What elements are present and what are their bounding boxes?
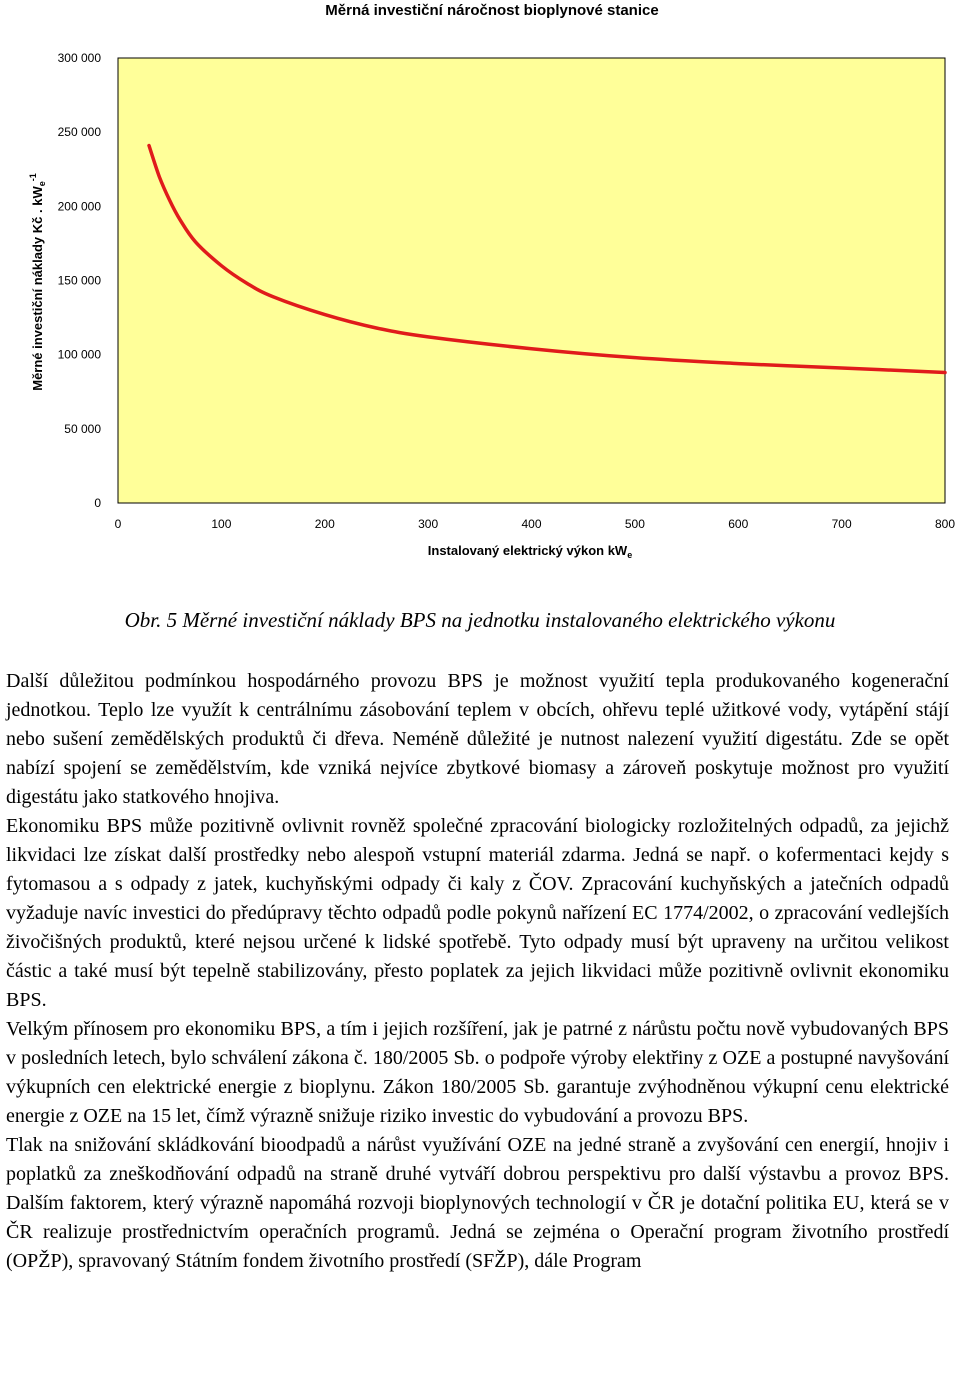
x-tick-label: 400 [521, 517, 542, 531]
paragraph: Tlak na snižování skládkování bioodpadů a nárůst využívání OZE na jedné straně a zvyšování cen energií, hnojiv i poplatků za zneškodňování odpadů na straně druhé vytváří dobrou perspektivu pro další výstavbu a provoz BPS. Dalším faktorem, který výrazně napomáhá rozvoji bioplynových technologií v ČR je dotační politika EU, která se v ČR realizuje prostřednictvím operačních programů. Jedná se zejména o Operační program životního prostředí (OPŽP), spravovaný Státním fondem životního prostředí (SFŽP), dále Program [6, 1134, 949, 1272]
x-tick-label: 100 [211, 517, 232, 531]
y-axis [58, 51, 102, 510]
y-axis-label-superscript: -1 [28, 173, 38, 182]
y-tick-label: 100 000 [57, 347, 101, 362]
paragraph: Další důležitou podmínkou hospodárného provozu BPS je možnost využití tepla produkovaného kogenerační jednotkou. Teplo lze využít k centrálnímu zásobování teplem v obcích, ohřevu teplé užitkové vody, vytápění stájí nebo sušení zemědělských produktů či dřeva. Neméně důležité je nutnost nalezení využití digestátu. Zde se opět nabízí spojení se zemědělstvím, kde vzniká nejvíce zbytkové biomasy a zároveň poskytuje možnost pro využití digestátu jako statkového hnojiva. [6, 670, 949, 808]
figure-caption: Obr. 5 Měrné investiční náklady BPS na jednotku instalovaného elektrického výkonu [124, 608, 836, 632]
x-tick-label: 700 [831, 517, 852, 531]
y-axis-label-subscript: e [37, 181, 47, 187]
paragraph: Velkým přínosem pro ekonomiku BPS, a tím i jejich rozšíření, jak je patrné z nárůstu počtu nově vybudovaných BPS v posledních letech, bylo schválení zákona č. 180/2005 Sb. o podpoře výroby elektřiny z OZE a postupné navyšování výkupních cen elektrické energie z bioplynu. Zákon 180/2005 Sb. garantuje zvýhodněnou výkupní cenu elektrické energie z OZE na 15 let, čímž výrazně snižuje riziko investic do vybudování a provozu BPS. [6, 1018, 949, 1127]
paragraph: Ekonomiku BPS může pozitivně ovlivnit rovněž společné zpracování biologicky rozložitelných odpadů, za jejichž likvidaci lze získat další prostředky nebo alespoň vstupní materiál zdarma. Jedná se např. o kofermentaci kejdy s fytomasou a s odpady z jatek, kuchyňskými odpady či kaly z ČOV. Zpracování kuchyňských a jatečních odpadů vyžaduje navíc investici do předúpravy těchto odpadů podle pokynů nařízení EC 1774/2002, o zpracování vedlejších živočišných produktů, které nejsou určené k lidské spotřebě. Tyto odpady musí být upraveny na určitou velikost částic a také musí být tepelně stabilizovány, přesto poplatek za jejich likvidaci může pozitivně ovlivnit ekonomiku BPS. [6, 815, 949, 1011]
y-axis-label-text: Měrné investiční náklady Kč . kW [30, 186, 45, 391]
chart-svg [0, 0, 960, 580]
y-tick-label: 50 000 [64, 421, 101, 436]
x-tick-label: 800 [934, 517, 956, 531]
x-tick-label: 300 [418, 517, 439, 531]
x-tick-label: 600 [728, 517, 749, 531]
y-axis-label [28, 173, 47, 391]
x-axis-label-subscript: e [627, 550, 633, 560]
y-tick-label: 200 000 [57, 199, 101, 214]
x-tick-label: 500 [624, 517, 645, 531]
x-axis [115, 517, 956, 531]
y-tick-label: 0 [94, 496, 101, 510]
chart-figure [0, 0, 960, 580]
body-text [6, 667, 949, 1276]
x-axis-label [428, 543, 632, 560]
y-tick-label: 150 000 [57, 273, 101, 288]
chart-title: Měrná investiční náročnost bioplynové stanice [325, 2, 659, 19]
x-tick-label: 200 [314, 517, 335, 531]
y-tick-label: 300 000 [57, 51, 101, 65]
y-tick-label: 250 000 [57, 125, 101, 140]
x-tick-label: 0 [114, 517, 122, 531]
x-axis-label-text: Instalovaný elektrický výkon kW [427, 543, 628, 558]
